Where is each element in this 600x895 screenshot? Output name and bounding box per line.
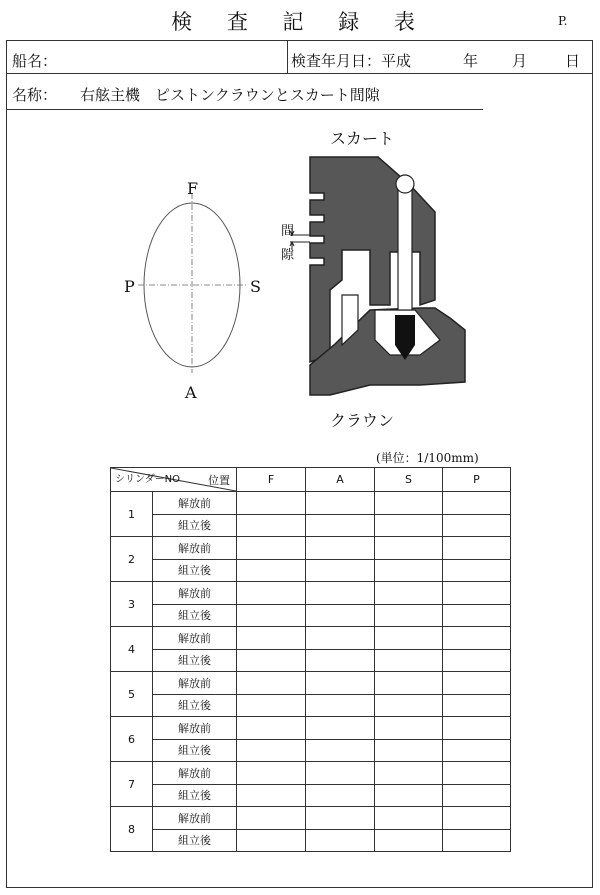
- value-cell[interactable]: [237, 784, 306, 807]
- value-cell[interactable]: [375, 514, 443, 537]
- value-cell[interactable]: [375, 559, 443, 582]
- value-cell[interactable]: [306, 627, 375, 650]
- value-cell[interactable]: [375, 784, 443, 807]
- value-cell[interactable]: [237, 672, 306, 695]
- value-cell[interactable]: [306, 739, 375, 762]
- cylinder-number-cell: 2: [111, 537, 153, 582]
- after-label-cell: 組立後: [153, 649, 237, 672]
- value-cell[interactable]: [443, 672, 511, 695]
- direction-f-label: F: [187, 179, 199, 198]
- value-cell[interactable]: [306, 537, 375, 560]
- value-cell[interactable]: [443, 492, 511, 515]
- page-title: 検 査 記 録 表: [171, 10, 429, 34]
- value-cell[interactable]: [237, 537, 306, 560]
- cylinder-number-cell: 8: [111, 807, 153, 852]
- value-cell[interactable]: [375, 762, 443, 785]
- value-cell[interactable]: [375, 694, 443, 717]
- after-label-cell: 組立後: [153, 604, 237, 627]
- table-row: [111, 604, 511, 627]
- after-label-cell: 組立後: [153, 829, 237, 852]
- value-cell[interactable]: [443, 694, 511, 717]
- value-cell[interactable]: [443, 829, 511, 852]
- value-cell[interactable]: [306, 694, 375, 717]
- after-label-cell: 組立後: [153, 739, 237, 762]
- before-label-cell: 解放前: [153, 807, 237, 830]
- value-cell[interactable]: [443, 762, 511, 785]
- value-cell[interactable]: [237, 807, 306, 830]
- value-cell[interactable]: [306, 672, 375, 695]
- after-label-cell: 組立後: [153, 784, 237, 807]
- page-number-label: P.: [558, 14, 568, 28]
- value-cell[interactable]: [306, 492, 375, 515]
- table-row: [111, 807, 511, 830]
- value-cell[interactable]: [306, 604, 375, 627]
- value-cell[interactable]: [443, 784, 511, 807]
- row-divider: [7, 109, 483, 110]
- value-cell[interactable]: [443, 514, 511, 537]
- value-cell[interactable]: [306, 649, 375, 672]
- before-label-cell: 解放前: [153, 717, 237, 740]
- value-cell[interactable]: [443, 717, 511, 740]
- after-label-cell: 組立後: [153, 559, 237, 582]
- skirt-label: スカート: [330, 129, 395, 148]
- year-label: 年: [463, 52, 479, 70]
- column-header-a: A: [306, 468, 375, 492]
- cylinder-number-cell: 5: [111, 672, 153, 717]
- value-cell[interactable]: [237, 739, 306, 762]
- value-cell[interactable]: [443, 649, 511, 672]
- value-cell[interactable]: [237, 717, 306, 740]
- value-cell[interactable]: [306, 514, 375, 537]
- table-row: [111, 784, 511, 807]
- before-label-cell: 解放前: [153, 492, 237, 515]
- name-label: 名称：: [12, 86, 58, 104]
- cylinder-number-cell: 4: [111, 627, 153, 672]
- table-row: [111, 514, 511, 537]
- table-row: [111, 694, 511, 717]
- value-cell[interactable]: [443, 537, 511, 560]
- value-cell[interactable]: [443, 807, 511, 830]
- table-row: [111, 627, 511, 650]
- after-label-cell: 組立後: [153, 514, 237, 537]
- direction-p-label: P: [124, 277, 135, 296]
- value-cell[interactable]: [237, 492, 306, 515]
- bolt-head: [396, 175, 414, 193]
- value-cell[interactable]: [237, 627, 306, 650]
- column-header-s: S: [375, 468, 443, 492]
- value-cell[interactable]: [306, 762, 375, 785]
- column-divider: [287, 41, 288, 73]
- unit-note: (単位：1/100mm): [376, 451, 479, 465]
- inspection-date-label: 検査年月日：平成: [291, 52, 412, 70]
- value-cell[interactable]: [375, 582, 443, 605]
- before-label-cell: 解放前: [153, 537, 237, 560]
- value-cell[interactable]: [375, 672, 443, 695]
- direction-a-label: A: [185, 383, 197, 402]
- table-row: [111, 649, 511, 672]
- value-cell[interactable]: [237, 762, 306, 785]
- ship-name-label: 船名：: [12, 52, 58, 70]
- bolt-shaft: [398, 185, 412, 310]
- before-label-cell: 解放前: [153, 672, 237, 695]
- value-cell[interactable]: [443, 627, 511, 650]
- value-cell[interactable]: [306, 717, 375, 740]
- before-label-cell: 解放前: [153, 582, 237, 605]
- before-label-cell: 解放前: [153, 762, 237, 785]
- table-row: [111, 582, 511, 605]
- value-cell[interactable]: [306, 784, 375, 807]
- cylinder-no-header: シリンダーNO: [115, 474, 180, 485]
- column-header-p: P: [443, 468, 511, 492]
- value-cell[interactable]: [375, 492, 443, 515]
- gap-label-1: 間: [281, 224, 295, 239]
- table-row: [111, 559, 511, 582]
- value-cell[interactable]: [443, 582, 511, 605]
- value-cell[interactable]: [306, 559, 375, 582]
- month-label: 月: [512, 52, 528, 70]
- value-cell[interactable]: [237, 604, 306, 627]
- table-row: [111, 672, 511, 695]
- direction-diagram: [120, 175, 270, 405]
- table-row: [111, 829, 511, 852]
- crown-label: クラウン: [330, 411, 395, 430]
- table-header-row: [111, 468, 511, 492]
- name-value: 右舷主機 ピストンクラウンとスカート間隙: [80, 86, 380, 104]
- before-label-cell: 解放前: [153, 627, 237, 650]
- value-cell[interactable]: [375, 829, 443, 852]
- value-cell[interactable]: [237, 694, 306, 717]
- value-cell[interactable]: [443, 739, 511, 762]
- row-divider: [7, 73, 592, 74]
- value-cell[interactable]: [306, 582, 375, 605]
- cylinder-number-cell: 7: [111, 762, 153, 807]
- cylinder-number-cell: 6: [111, 717, 153, 762]
- table-row: [111, 492, 511, 515]
- position-header: 位置: [208, 474, 230, 487]
- day-label: 日: [565, 52, 581, 70]
- clearance-table: [110, 467, 511, 852]
- cylinder-number-cell: 3: [111, 582, 153, 627]
- value-cell[interactable]: [237, 514, 306, 537]
- table-row: [111, 762, 511, 785]
- value-cell[interactable]: [375, 537, 443, 560]
- value-cell[interactable]: [237, 829, 306, 852]
- table-row: [111, 537, 511, 560]
- value-cell[interactable]: [237, 582, 306, 605]
- after-label-cell: 組立後: [153, 694, 237, 717]
- value-cell[interactable]: [237, 649, 306, 672]
- value-cell[interactable]: [375, 649, 443, 672]
- column-header-f: F: [237, 468, 306, 492]
- direction-s-label: S: [250, 277, 261, 296]
- value-cell[interactable]: [306, 829, 375, 852]
- value-cell[interactable]: [237, 559, 306, 582]
- table-row: [111, 739, 511, 762]
- value-cell[interactable]: [443, 604, 511, 627]
- piston-section-drawing: [270, 140, 480, 410]
- value-cell[interactable]: [375, 717, 443, 740]
- value-cell[interactable]: [375, 807, 443, 830]
- value-cell[interactable]: [375, 739, 443, 762]
- value-cell[interactable]: [375, 604, 443, 627]
- value-cell[interactable]: [443, 559, 511, 582]
- table-row: [111, 717, 511, 740]
- bolt-nut: [395, 315, 415, 345]
- gap-label-2: 隙: [281, 248, 295, 263]
- value-cell[interactable]: [306, 807, 375, 830]
- cylinder-number-cell: 1: [111, 492, 153, 537]
- value-cell[interactable]: [375, 627, 443, 650]
- corner-header-cell: [111, 468, 237, 492]
